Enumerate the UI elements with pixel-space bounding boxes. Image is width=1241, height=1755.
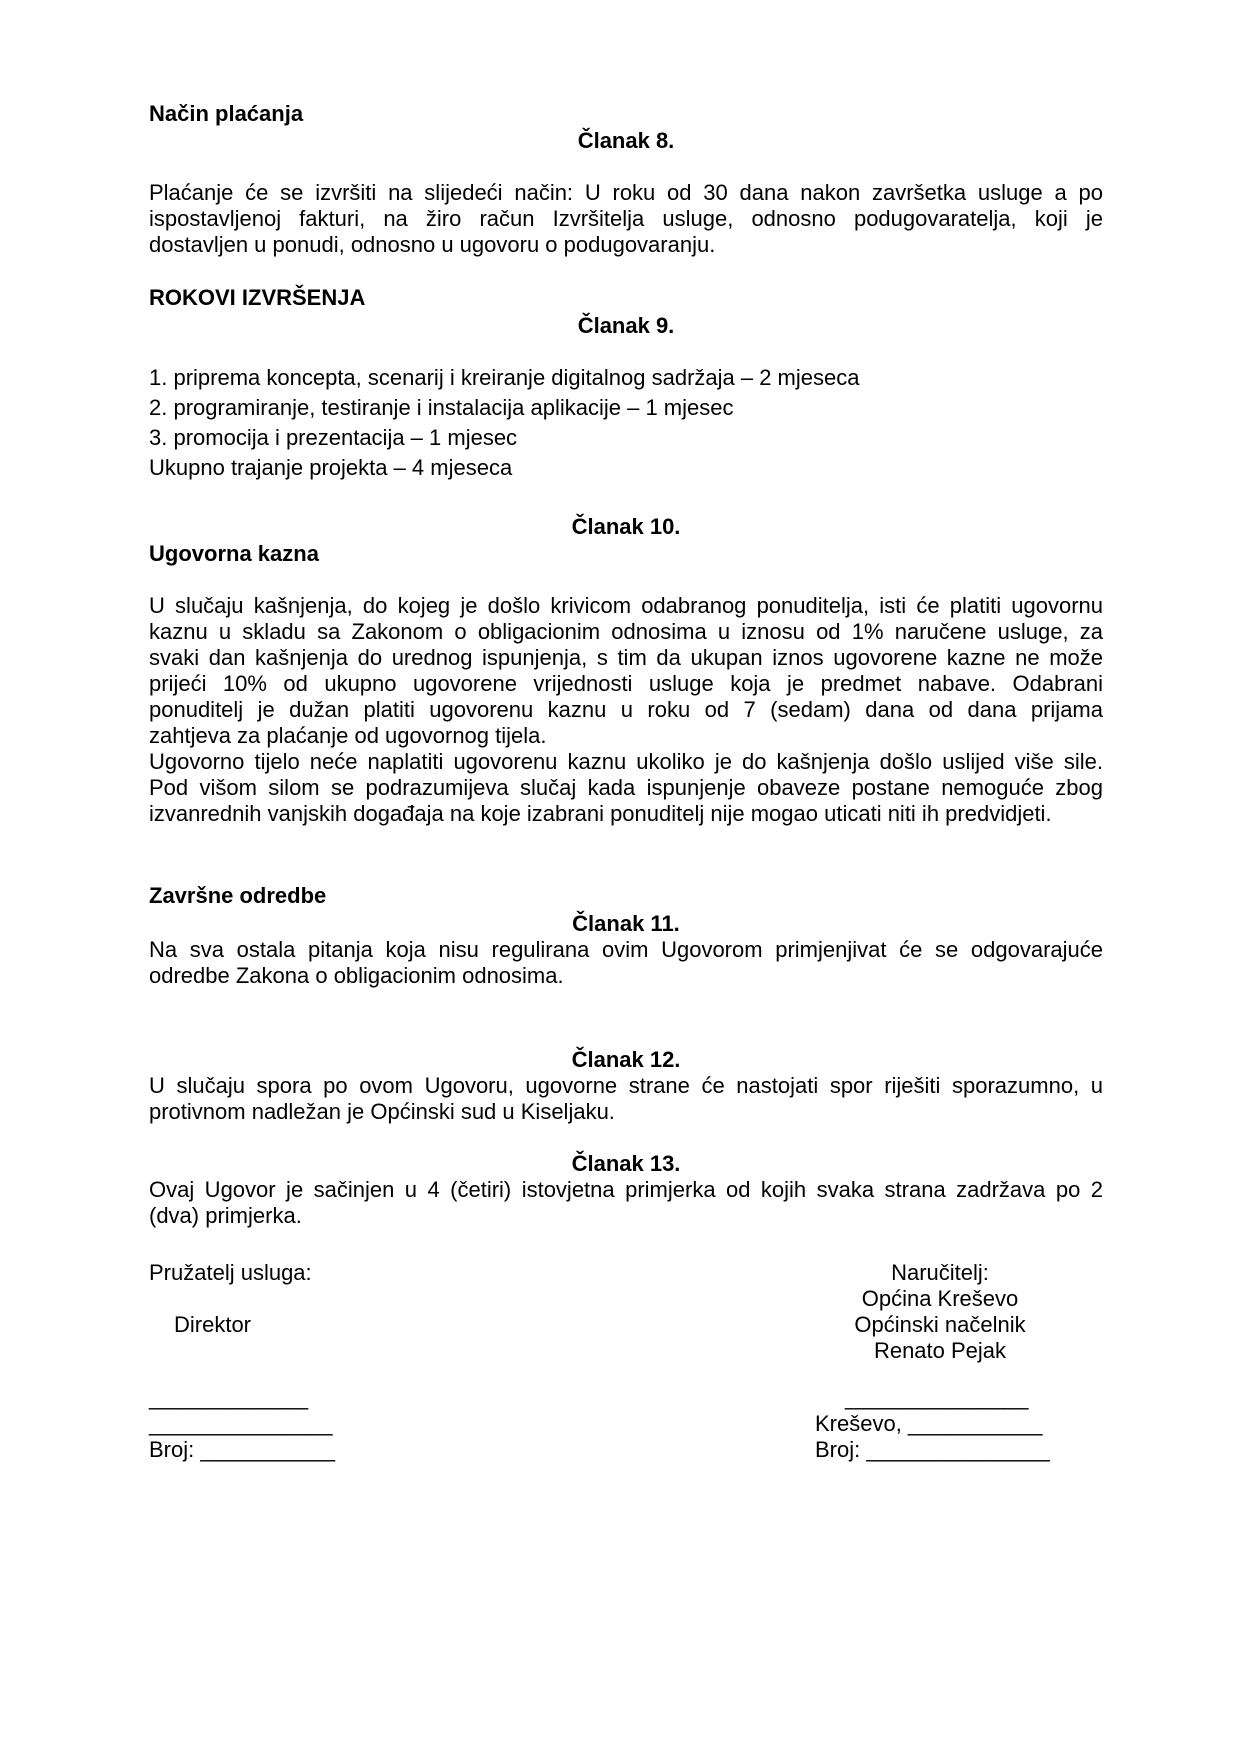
article-10-line: ponuditelj je dužan platiti ugovorenu kaznu u roku od 7 (sedam) dana od dana prijama	[149, 697, 1103, 722]
article-13-line: (dva) primjerka.	[149, 1203, 302, 1228]
section-heading-zavrsne: Završne odredbe	[149, 883, 327, 908]
article-10-title: Članak 10.	[571, 514, 681, 539]
article-11-title: Članak 11.	[572, 911, 680, 936]
client-signature-line: _______________	[845, 1385, 1029, 1410]
client-place-date: Kreševo, ___________	[815, 1411, 1043, 1436]
deadline-total: Ukupno trajanje projekta – 4 mjeseca	[149, 455, 513, 480]
article-10-line: prijeći 10% od ukupno ugovorene vrijednosti usluge koja je predmet nabave. Odabrani	[149, 671, 1103, 696]
client-name: Renato Pejak	[873, 1338, 1007, 1363]
provider-signature-line-2: _______________	[149, 1411, 333, 1436]
section-heading-rokovi: ROKOVI IZVRŠENJA	[149, 285, 366, 310]
section-heading-placanje: Način plaćanja	[149, 101, 304, 126]
article-12-line: protivnom nadležan je Općinski sud u Kiseljaku.	[149, 1099, 615, 1124]
article-8-title: Članak 8.	[577, 128, 675, 153]
client-broj: Broj: _______________	[815, 1437, 1050, 1462]
article-12-title: Članak 12.	[571, 1047, 681, 1072]
article-12-line: U slučaju spora po ovom Ugovoru, ugovorne strane će nastojati spor riješiti sporazumno, u	[149, 1073, 1103, 1098]
article-10-line: kaznu u skladu sa Zakonom o obligacionim odnosima u iznosu od 1% naručene usluge, za	[149, 619, 1103, 644]
article-10-line: U slučaju kašnjenja, do kojeg je došlo krivicom odabranog ponuditelja, isti će platiti ugovornu	[149, 593, 1103, 618]
article-10-line: Ugovorno tijelo neće naplatiti ugovorenu kaznu ukoliko je do kašnjenja došlo uslijed više sile.	[149, 749, 1103, 774]
provider-role: Direktor	[174, 1312, 252, 1337]
article-8-line: ispostavljenoj fakturi, na žiro račun Izvršitelja usluge, odnosno podugovaratelja, koji je	[149, 206, 1103, 231]
client-role: Općinski načelnik	[854, 1312, 1026, 1337]
deadline-item: 3. promocija i prezentacija – 1 mjesec	[149, 425, 518, 450]
client-label: Naručitelj:	[891, 1260, 989, 1285]
client-organization: Općina Kreševo	[861, 1286, 1019, 1311]
article-10-line: izvanrednih vanjskih događaja na koje izabrani ponuditelj nije mogao uticati niti ih predvidjeti.	[149, 801, 1052, 826]
deadline-item: 2. programiranje, testiranje i instalacija aplikacije – 1 mjesec	[149, 395, 734, 420]
deadline-item: 1. priprema koncepta, scenarij i kreiranje digitalnog sadržaja – 2 mjeseca	[149, 365, 860, 390]
article-10-line: Pod višom silom se podrazumijeva slučaj kada ispunjenje obaveze postane nemoguće zbog	[149, 775, 1103, 800]
article-8-line: dostavljen u ponudi, odnosno u ugovoru o podugovaranju.	[149, 232, 716, 257]
article-11-line: odredbe Zakona o obligacionim odnosima.	[149, 963, 564, 988]
article-9-title: Članak 9.	[577, 313, 675, 338]
section-heading-kazna: Ugovorna kazna	[149, 541, 319, 566]
provider-signature-line: _____________	[149, 1385, 309, 1410]
article-8-line: Plaćanje će se izvršiti na slijedeći način: U roku od 30 dana nakon završetka usluge a po	[149, 180, 1103, 205]
article-10-line: svaki dan kašnjenja do urednog ispunjenja, s tim da ukupan iznos ugovorene kazne ne može	[149, 645, 1103, 670]
article-10-line: zahtjeva za plaćanje od ugovornog tijela.	[149, 723, 547, 748]
article-13-line: Ovaj Ugovor je sačinjen u 4 (četiri) istovjetna primjerka od kojih svaka strana zadržava po 2	[149, 1177, 1103, 1202]
article-11-line: Na sva ostala pitanja koja nisu regulirana ovim Ugovorom primjenjivat će se odgovarajuće	[149, 937, 1103, 962]
provider-broj: Broj: ___________	[149, 1437, 335, 1462]
provider-label: Pružatelj usluga:	[149, 1260, 312, 1285]
article-13-title: Članak 13.	[571, 1151, 681, 1176]
